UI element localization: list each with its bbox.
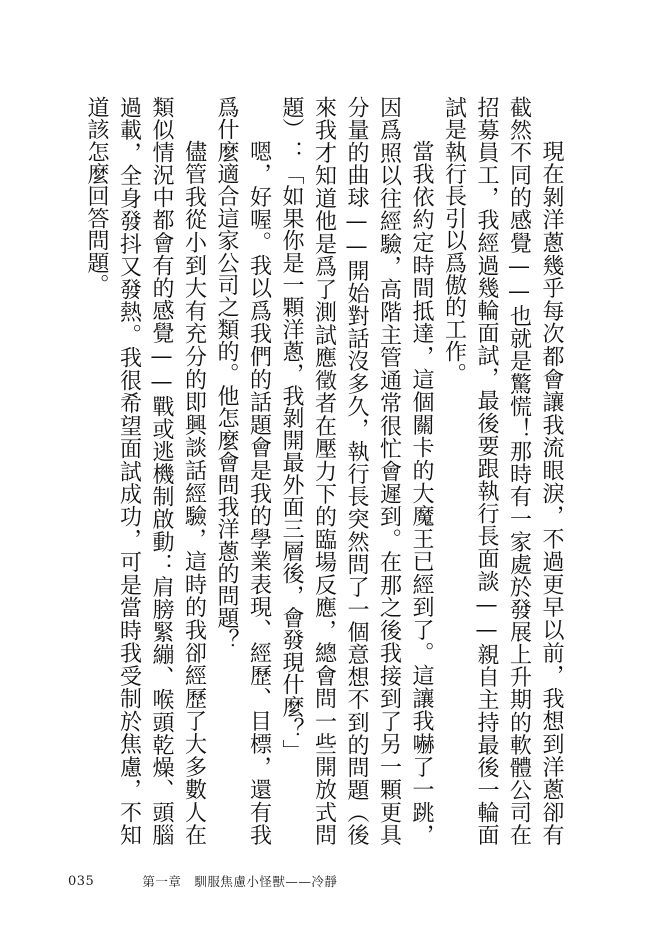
paragraph-3: 嗯，好喔。我以爲我們的話題會是我的學業表現、經歷、目標，還有我爲什麼適合這家公司之類的。他怎麼會問我洋蔥的問題？ [214,96,272,846]
paragraph-1: 現在剝洋蔥幾乎每次都會讓我流眼淚，不過更早以前，我想到洋蔥卻有截然不同的感覺——也就是驚慌！那時有一家處於發展上升期的軟體公司在招募員工，我經過幾輪面試，最後要跟執行長面談——親自主持最後一輪面試是執行長引以爲傲的工作。 [441,96,564,846]
running-chapter-title: 第一章 馴服焦慮小怪獸——冷靜 [142,874,338,889]
vertical-text-body [84,96,567,846]
paragraph-2: 當我依約定時間抵達，這個關卡的大魔王已經到了。這讓我嚇了一跳，因爲照以往經驗，高階主管通常很忙會遲到。在那之後我接到了另一顆更具分量的曲球——開始對話沒多久，執行長突然問了一個意想不到的問題（後來我才知道他是爲了測試應徵者在壓力下的臨場反應，總會問一些開放式問題）：「如果你是一顆洋蔥，我剝開最外面三層後，會發現什麼？」 [279,96,434,846]
paragraph-4: 儘管我從小到大有充分的即興談話經驗，這時的我卻經歷了大多數人在類似情況中都會有的感覺——戰或逃機制啟動：肩膀緊繃、喉頭乾燥、頭腦過載，全身發抖又發熱。我很希望面試成功，可是當時我受制於焦慮，不知道該怎麼回答問題。 [84,96,207,846]
page-number: 035 [68,873,95,889]
page-footer [68,869,337,893]
